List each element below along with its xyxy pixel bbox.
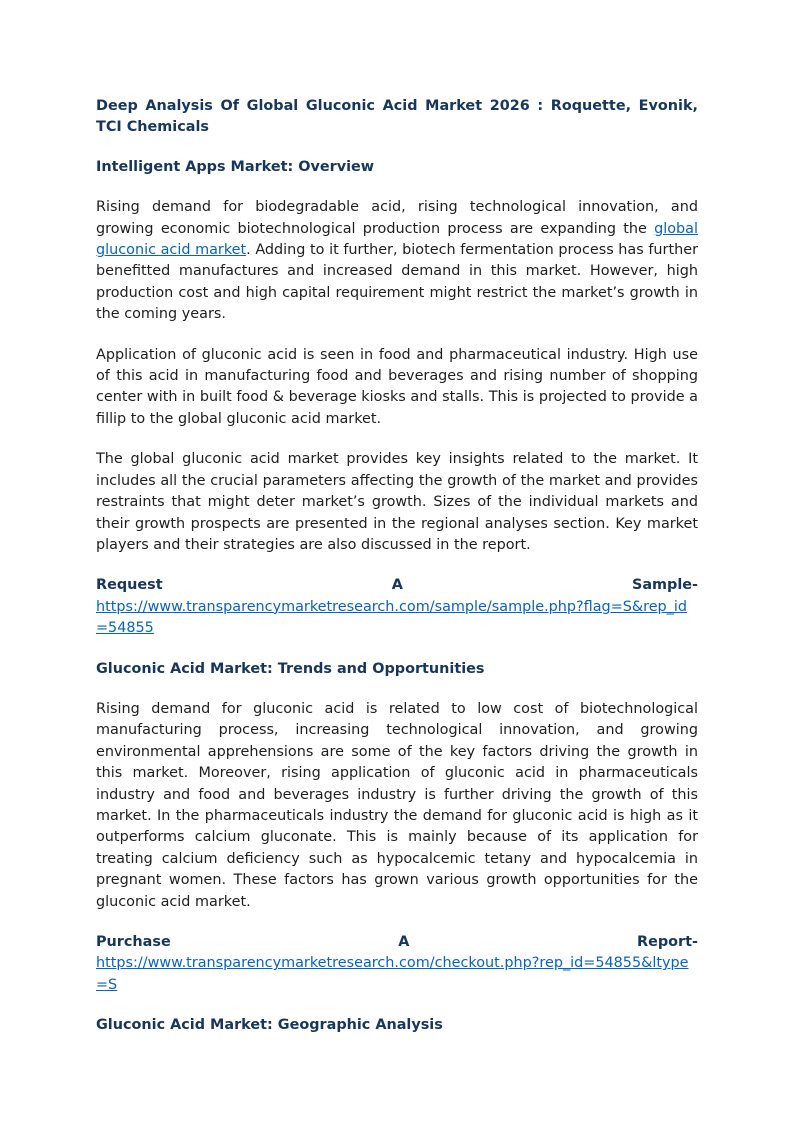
request-sample-link[interactable]: https://www.transparencymarketresearch.com/sample/sample.php?flag=S&rep_id=54855: [96, 598, 688, 637]
overview-paragraph-1: [96, 197, 698, 325]
trends-paragraph: Rising demand for gluconic acid is related to low cost of biotechnological manufacturing process, increasing technological innovation, and growing environmental apprehensions are some of the key factors driving the growth in this market. Moreover, rising application of gluconic acid in pharmaceuticals industry and food and beverages industry is further driving the growth of this market. In the pharmaceuticals industry the demand for gluconic acid is high as it outperforms calcium gluconate. This is mainly because of its application for treating calcium deficiency such as hypocalcemic tetany and hypocalcemia in pregnant women. These factors has grown various growth opportunities for the gluconic acid market.: [96, 700, 698, 910]
overview-paragraph-2: Application of gluconic acid is seen in food and pharmaceutical industry. High use of this acid in manufacturing food and beverages and rising number of shopping center with in built food & beverage kiosks and stalls. This is projected to provide a fillip to the global gluconic acid market.: [96, 346, 698, 427]
purchase-report-label: [96, 932, 698, 953]
geographic-heading: Gluconic Acid Market: Geographic Analysis: [96, 1017, 443, 1034]
purchase-report-word-2: A: [398, 934, 410, 950]
purchase-report-block: [96, 932, 698, 996]
gluconic-acid-market-link[interactable]: global gluconic acid market: [96, 220, 698, 259]
purchase-report-word-3: Report-: [637, 934, 698, 950]
document-title: Deep Analysis Of Global Gluconic Acid Market 2026 : Roquette, Evonik, TCI Chemicals: [96, 98, 698, 136]
request-sample-word-1: Request: [96, 577, 163, 594]
request-sample-label: [96, 575, 698, 596]
request-sample-block: [96, 575, 698, 639]
purchase-report-word-1: Purchase: [96, 934, 171, 950]
request-sample-word-2: A: [391, 577, 403, 594]
trends-heading: Gluconic Acid Market: Trends and Opportunities: [96, 660, 485, 677]
overview-p1-text-before: Rising demand for biodegradable acid, rising technological innovation, and growing economic biotechnological production process are expanding the: [96, 199, 698, 237]
overview-heading: Intelligent Apps Market: Overview: [96, 158, 375, 175]
document-page: [96, 96, 698, 1056]
purchase-report-link[interactable]: https://www.transparencymarketresearch.com/checkout.php?rep_id=54855&ltype=S: [96, 955, 689, 993]
overview-p1-text-after: . Adding to it further, biotech fermentation process has further benefitted manufactures and increased demand in this market. However, high production cost and high capital requirement might restrict the market’s growth in the coming years.: [96, 242, 698, 323]
overview-paragraph-3: The global gluconic acid market provides key insights related to the market. It includes all the crucial parameters affecting the growth of the market and provides restraints that might deter market’s growth. Sizes of the individual markets and their growth prospects are presented in the regional analyses section. Key market players and their strategies are also discussed in the report.: [96, 451, 698, 553]
request-sample-word-3: Sample-: [631, 577, 698, 594]
